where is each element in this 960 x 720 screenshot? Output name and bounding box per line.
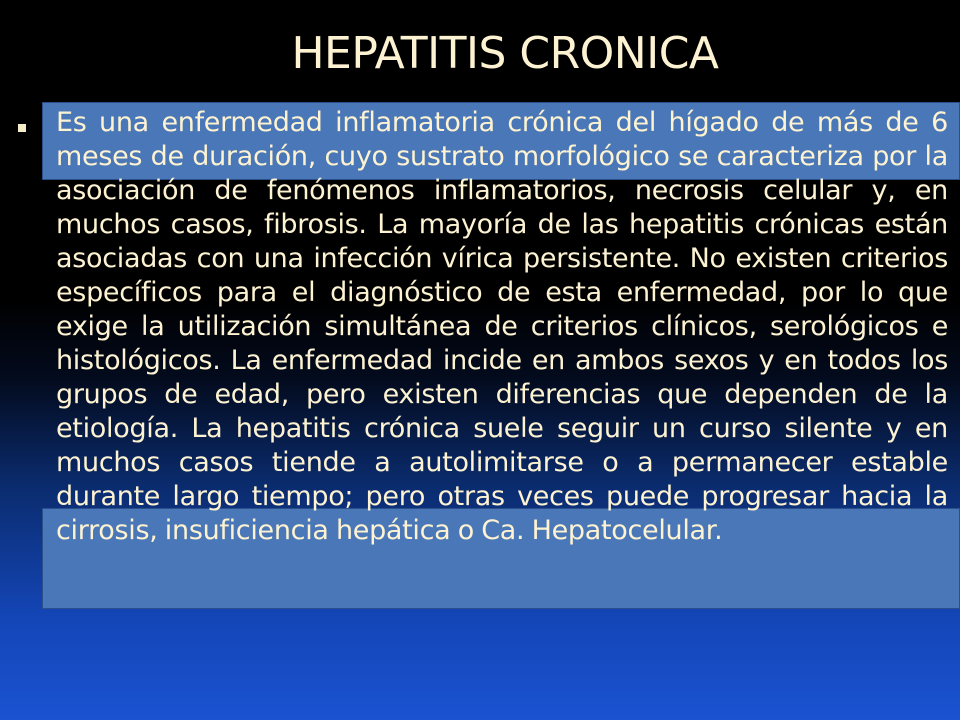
bullet-paragraph: Es una enfermedad inflamatoria crónica del hígado de más de 6 meses de duración, cuyo sustrato morfológico se caracteriza por la asociación de fenómenos inflamatorios, necrosis celular y, en muchos casos, fibrosis. La mayoría de las hepatitis crónicas están asociadas con una infección vírica persistente. No existen criterios específicos para el diagnóstico de esta enfermedad, por lo que exige la utilización simultánea de criterios clínicos, serológicos e histológicos. La enfermedad incide en ambos sexos y en todos los grupos de edad, pero existen diferencias que dependen de la etiología. La hepatitis crónica suele seguir un curso silente y en muchos casos tiende a autolimitarse o a permanecer estable durante largo tiempo; pero otras veces puede progresar hacia la cirrosis, insuficiencia hepática o Ca. Hepatocelular. [56,107,948,546]
square-bullet-icon [18,124,26,132]
slide-title: HEPATITIS CRONICA [291,28,719,79]
